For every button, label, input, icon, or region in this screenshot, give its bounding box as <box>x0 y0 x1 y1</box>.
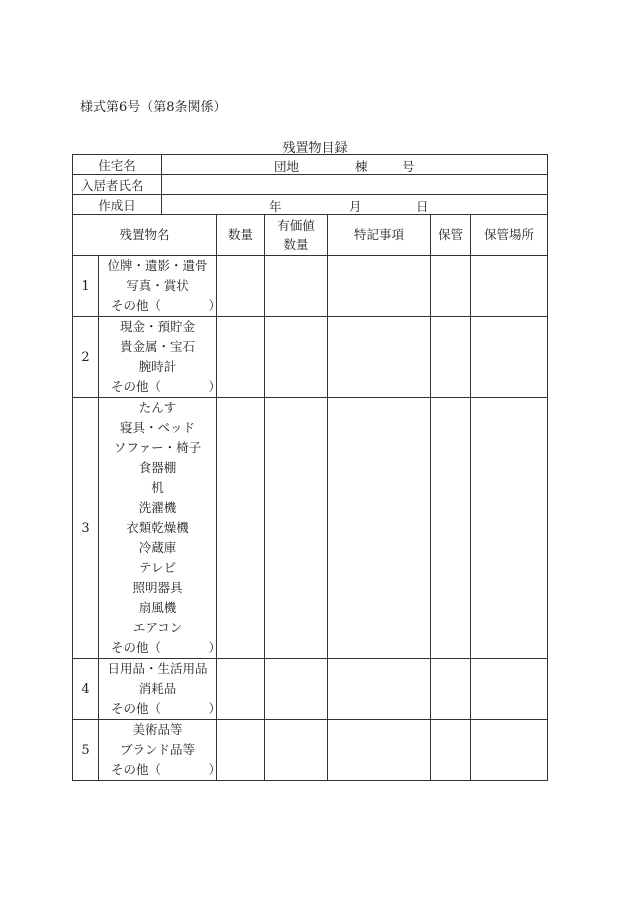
item-other-label: その他（ <box>111 762 162 777</box>
date-part-day: 日 <box>416 199 429 214</box>
item-other-close: ） <box>208 298 222 313</box>
item-name: 消耗品 <box>138 681 177 696</box>
resident-field[interactable] <box>162 175 548 195</box>
notes-cell[interactable] <box>328 317 431 398</box>
col-notes: 特記事項 <box>328 215 431 256</box>
item-name: 机 <box>151 480 164 495</box>
item-other-close: ） <box>208 701 222 716</box>
item-group-row <box>73 398 548 659</box>
item-name: たんす <box>138 400 177 415</box>
item-name: ソファー・椅子 <box>113 440 202 455</box>
inventory-table <box>72 154 548 781</box>
storage-place-cell[interactable] <box>471 256 548 317</box>
date-part-month: 月 <box>349 199 362 214</box>
address-part-danchi: 団地 <box>274 159 300 174</box>
group-items <box>99 317 222 398</box>
groups-body <box>73 256 548 781</box>
group-number: 2 <box>73 317 99 398</box>
item-name: 食器棚 <box>138 460 177 475</box>
item-other <box>99 760 222 780</box>
notes-cell[interactable] <box>328 659 431 720</box>
item-name: 冷蔵庫 <box>138 540 177 555</box>
col-valuable-line2: 数量 <box>283 237 309 252</box>
item-name: 貴金属・宝石 <box>120 339 196 354</box>
form-number: 様式第6号（第8条関係） <box>80 100 227 115</box>
group-number: 3 <box>73 398 99 659</box>
storage-cell[interactable] <box>431 256 471 317</box>
group-number: 1 <box>73 256 99 317</box>
date-field[interactable] <box>162 195 548 215</box>
address-row <box>73 155 548 175</box>
storage-cell[interactable] <box>431 398 471 659</box>
quantity-cell[interactable] <box>217 398 265 659</box>
item-other-close: ） <box>208 379 222 394</box>
item-name: 扇風機 <box>138 600 177 615</box>
resident-label: 入居者氏名 <box>73 175 162 195</box>
notes-cell[interactable] <box>328 256 431 317</box>
storage-place-cell[interactable] <box>471 720 548 781</box>
address-part-tou: 棟 <box>355 159 368 174</box>
quantity-cell[interactable] <box>217 317 265 398</box>
date-label: 作成日 <box>73 195 162 215</box>
item-other-label: その他（ <box>111 640 162 655</box>
item-other-label: その他（ <box>111 701 162 716</box>
item-other <box>99 377 222 397</box>
item-name: 位牌・遺影・遺骨 <box>107 258 208 273</box>
item-name: 写真・賞状 <box>126 278 189 293</box>
column-header-row <box>73 215 548 256</box>
group-items <box>99 659 222 720</box>
item-name: エアコン <box>132 620 183 635</box>
col-valuable-quantity <box>265 215 328 256</box>
item-group-row <box>73 256 548 317</box>
quantity-cell[interactable] <box>217 256 265 317</box>
col-quantity: 数量 <box>217 215 265 256</box>
item-name: 寝具・ベッド <box>120 420 196 435</box>
item-name: 腕時計 <box>138 359 177 374</box>
item-name: 現金・預貯金 <box>120 319 196 334</box>
group-number: 5 <box>73 720 99 781</box>
storage-place-cell[interactable] <box>471 317 548 398</box>
notes-cell[interactable] <box>328 720 431 781</box>
item-name: テレビ <box>138 560 177 575</box>
item-name: 照明器具 <box>132 580 183 595</box>
item-other <box>99 296 222 316</box>
valuable-quantity-cell[interactable] <box>265 398 328 659</box>
valuable-quantity-cell[interactable] <box>265 659 328 720</box>
group-items <box>99 256 222 317</box>
address-label: 住宅名 <box>73 155 162 175</box>
col-valuable-line1: 有価値 <box>277 218 315 233</box>
col-storage: 保管 <box>431 215 471 256</box>
item-other-close: ） <box>208 640 222 655</box>
date-part-year: 年 <box>269 199 282 214</box>
valuable-quantity-cell[interactable] <box>265 720 328 781</box>
storage-cell[interactable] <box>431 317 471 398</box>
storage-place-cell[interactable] <box>471 398 548 659</box>
item-group-row <box>73 659 548 720</box>
col-item-name: 残置物名 <box>73 215 217 256</box>
notes-cell[interactable] <box>328 398 431 659</box>
group-number: 4 <box>73 659 99 720</box>
address-part-gou: 号 <box>402 159 415 174</box>
item-group-row <box>73 317 548 398</box>
quantity-cell[interactable] <box>217 659 265 720</box>
item-name: 洗濯機 <box>138 500 177 515</box>
item-name: 日用品・生活用品 <box>107 661 208 676</box>
valuable-quantity-cell[interactable] <box>265 317 328 398</box>
date-row <box>73 195 548 215</box>
item-name: 美術品等 <box>132 722 183 737</box>
item-other-label: その他（ <box>111 379 162 394</box>
item-other-close: ） <box>208 762 222 777</box>
document-title: 残置物目録 <box>282 141 348 156</box>
item-other-label: その他（ <box>111 298 162 313</box>
group-items <box>99 398 222 659</box>
storage-cell[interactable] <box>431 659 471 720</box>
item-name: 衣類乾燥機 <box>126 520 189 535</box>
item-group-row <box>73 720 548 781</box>
group-items <box>99 720 222 781</box>
storage-place-cell[interactable] <box>471 659 548 720</box>
address-field[interactable] <box>162 155 548 175</box>
item-other <box>99 638 222 658</box>
resident-row <box>73 175 548 195</box>
quantity-cell[interactable] <box>217 720 265 781</box>
item-other <box>99 699 222 719</box>
storage-cell[interactable] <box>431 720 471 781</box>
col-storage-place: 保管場所 <box>471 215 548 256</box>
item-name: ブランド品等 <box>120 742 196 757</box>
valuable-quantity-cell[interactable] <box>265 256 328 317</box>
